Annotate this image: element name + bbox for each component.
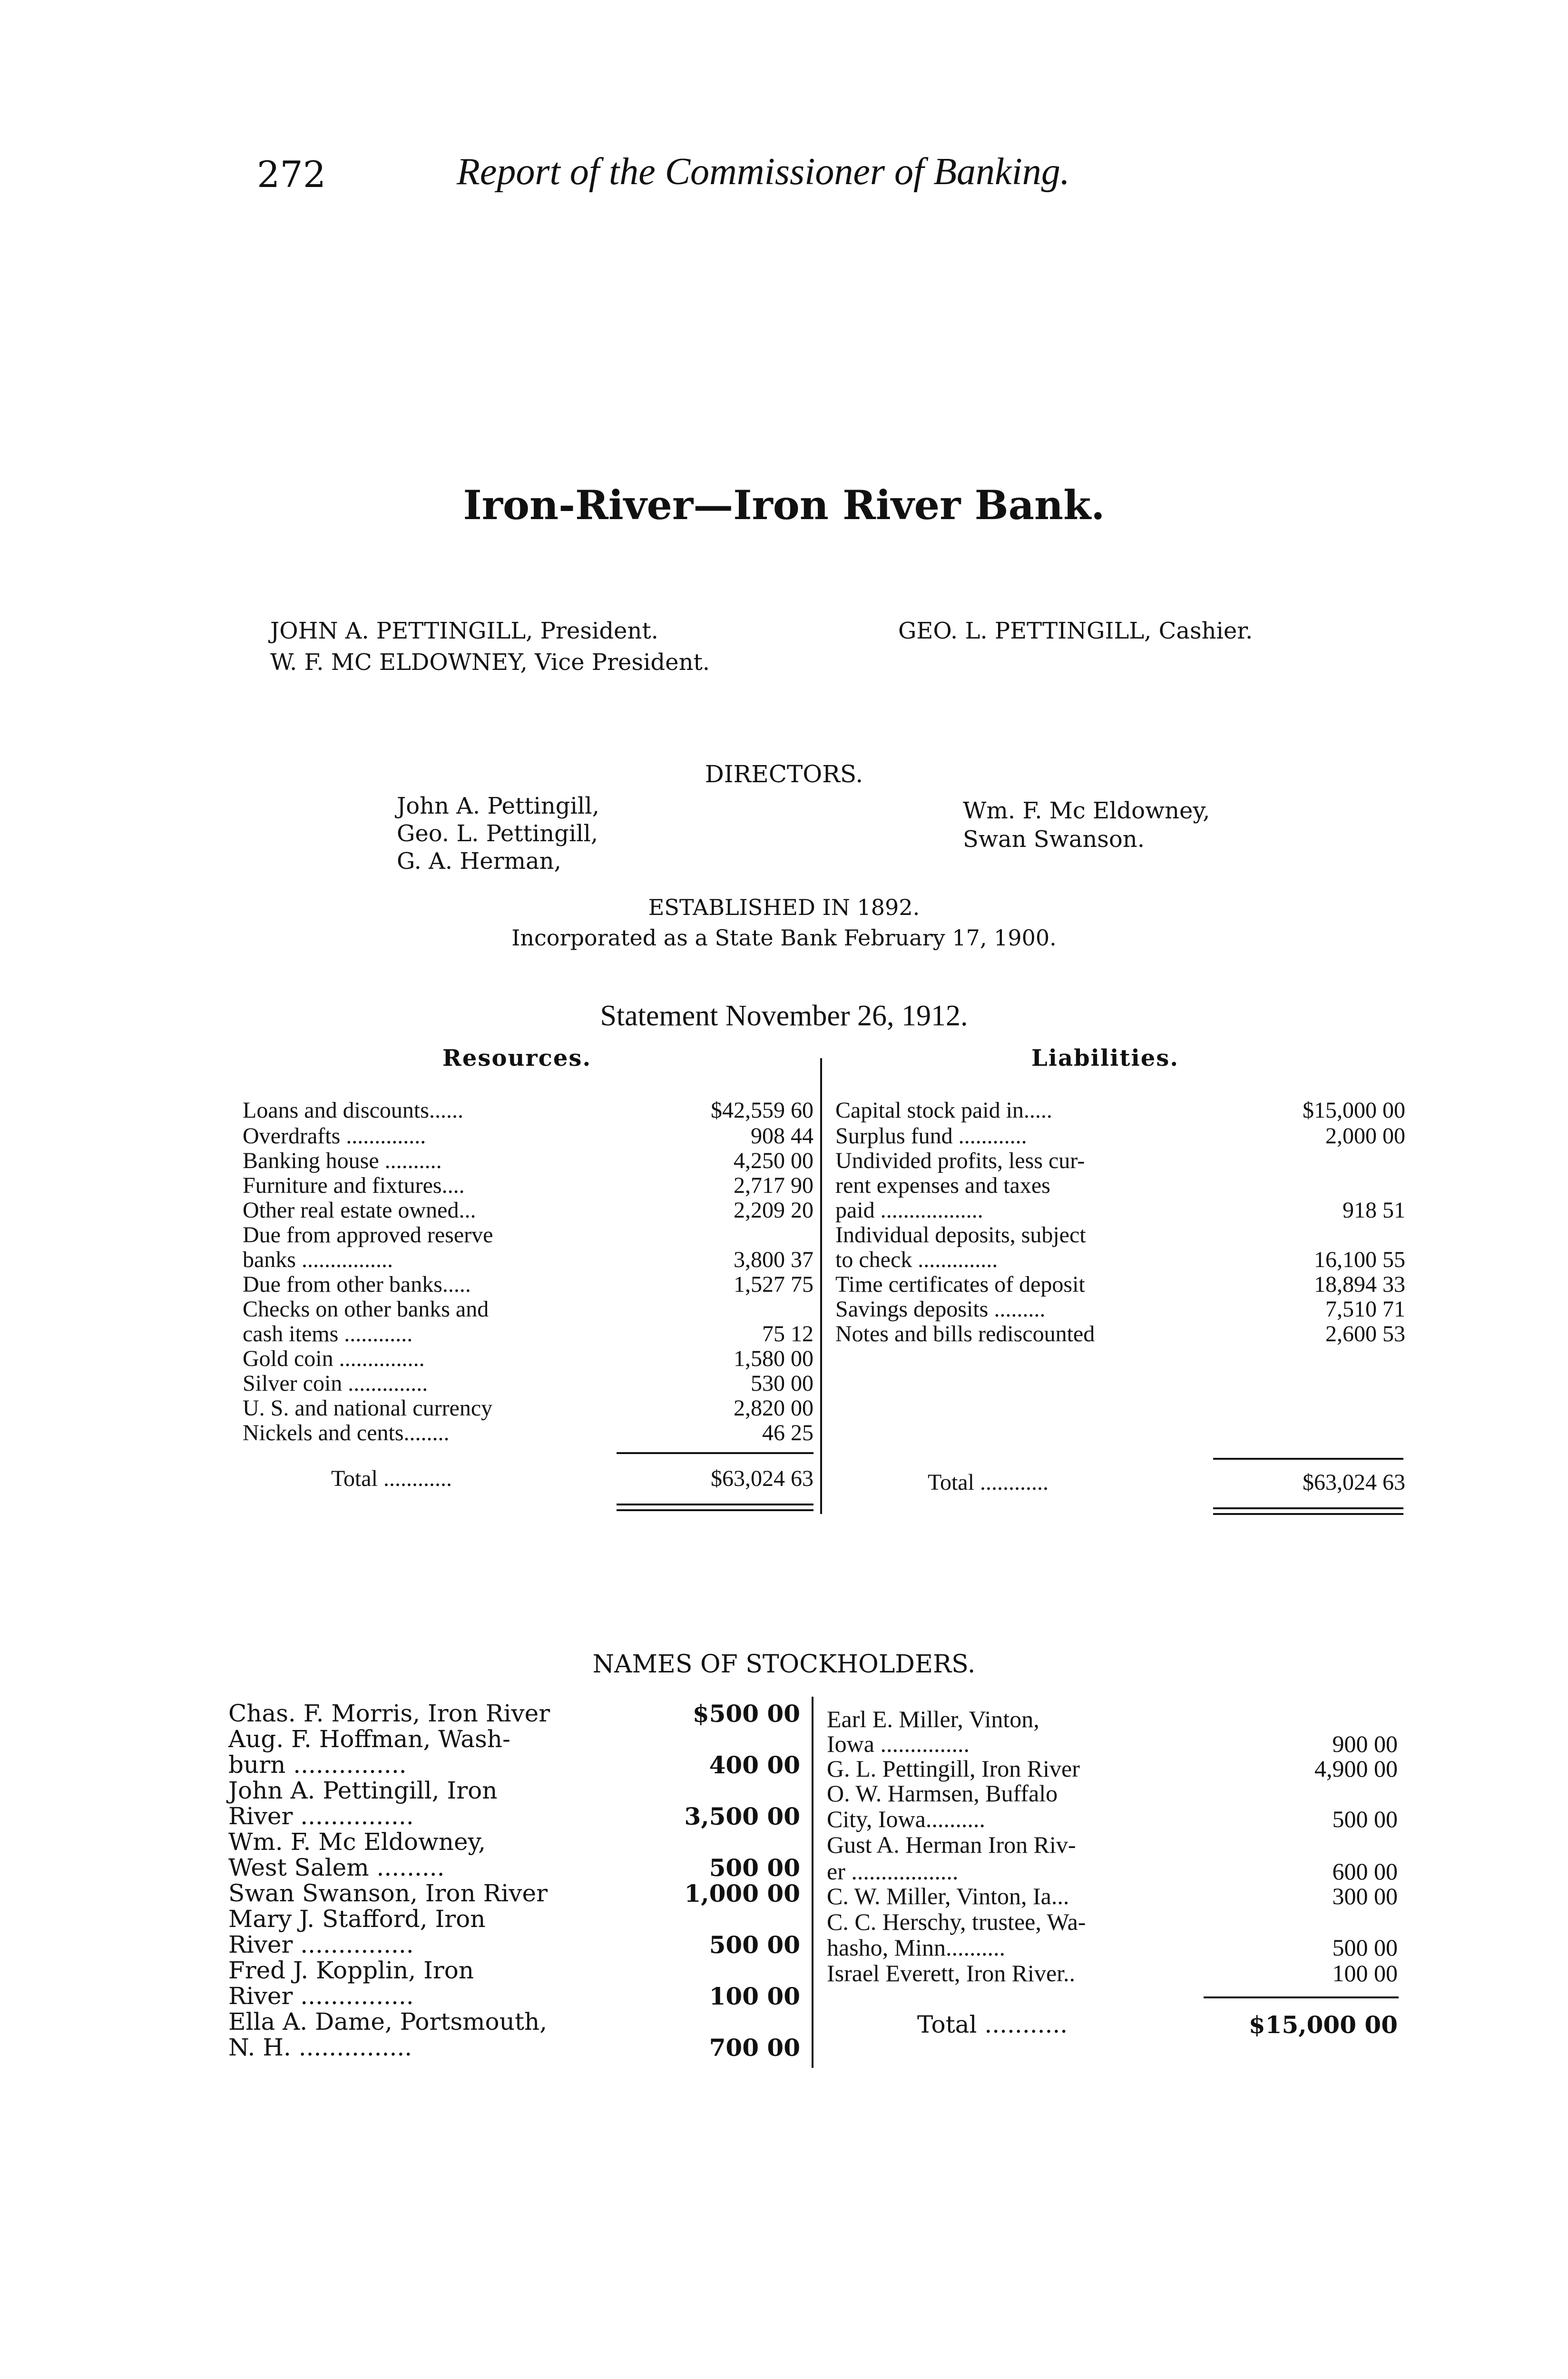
liability-label: Notes and bills rediscounted: [835, 1321, 1095, 1347]
resource-amount: $42,559 60: [711, 1098, 813, 1123]
stockholders-total: $15,000 00: [1248, 2011, 1398, 2039]
stockholder-name: G. L. Pettingill, Iron River: [827, 1755, 1080, 1782]
stockholder-name: er ..................: [827, 1858, 959, 1885]
resource-amount: 908 44: [751, 1123, 813, 1149]
resource-amount: 2,717 90: [734, 1173, 813, 1198]
stockholders-total-label: Total ...........: [917, 2011, 1068, 2038]
stockholder-name: C. W. Miller, Vinton, Ia...: [827, 1883, 1069, 1909]
liability-label: to check ..............: [835, 1247, 998, 1272]
liability-amount: 18,894 33: [1314, 1272, 1405, 1297]
stockholder-name: Ella A. Dame, Portsmouth,: [228, 2008, 548, 2035]
resource-amount: 1,527 75: [734, 1272, 813, 1297]
resource-label: banks ................: [243, 1247, 393, 1272]
stockholder-name: C. C. Herschy, trustee, Wa-: [827, 1908, 1086, 1935]
directors-heading: DIRECTORS.: [705, 760, 863, 788]
director-name: Wm. F. Mc Eldowney,: [963, 797, 1210, 824]
liability-label: Capital stock paid in.....: [835, 1098, 1052, 1123]
liabilities-total-label: Total ............: [928, 1470, 1049, 1495]
stockholder-amount: 500 00: [709, 1931, 800, 1959]
officer-cashier: GEO. L. PETTINGILL, Cashier.: [898, 618, 1253, 644]
officer-president: JOHN A. PETTINGILL, President.: [270, 618, 658, 644]
stockholder-amount: 700 00: [709, 2034, 800, 2062]
director-name: Swan Swanson.: [963, 826, 1145, 853]
stockholder-amount: 500 00: [709, 1854, 800, 1882]
resource-amount: 4,250 00: [734, 1148, 813, 1173]
stockholder-name: Aug. F. Hoffman, Wash-: [228, 1725, 510, 1753]
resource-amount: 2,209 20: [734, 1198, 813, 1223]
resource-label: cash items ............: [243, 1321, 413, 1347]
stockholder-amount: 3,500 00: [684, 1802, 800, 1830]
officer-vice-president: W. F. MC ELDOWNEY, Vice President.: [270, 649, 710, 676]
stockholder-name: River ...............: [228, 1802, 414, 1830]
stockholder-amount: $500 00: [692, 1700, 800, 1728]
stockholder-name: John A. Pettingill, Iron: [228, 1777, 498, 1804]
liability-label: Savings deposits .........: [835, 1297, 1046, 1322]
resource-label: Loans and discounts......: [243, 1098, 463, 1123]
stockholder-name: City, Iowa..........: [827, 1806, 985, 1832]
stockholder-name: River ...............: [228, 1982, 414, 2010]
stockholder-amount: 1,000 00: [684, 1879, 800, 1907]
stockholder-name: Israel Everett, Iron River..: [827, 1960, 1076, 1986]
stockholder-amount: 500 00: [1332, 1806, 1398, 1832]
stockholder-amount: 100 00: [709, 1982, 800, 2010]
resource-label: Furniture and fixtures....: [243, 1173, 465, 1198]
resource-amount: 2,820 00: [734, 1396, 813, 1421]
stockholder-name: Fred J. Kopplin, Iron: [228, 1956, 474, 1984]
resource-amount: 530 00: [751, 1371, 813, 1396]
resource-amount: 75 12: [762, 1321, 813, 1347]
resource-label: Nickels and cents........: [243, 1420, 450, 1445]
stockholder-name: Chas. F. Morris, Iron River: [228, 1700, 550, 1727]
resources-double-rule: [617, 1504, 813, 1511]
resource-amount: 3,800 37: [734, 1247, 813, 1272]
established-line: ESTABLISHED IN 1892.: [648, 895, 920, 920]
resources-total-rule: [617, 1452, 813, 1454]
liability-amount: 16,100 55: [1314, 1247, 1405, 1272]
liability-amount: $15,000 00: [1303, 1098, 1405, 1123]
stockholders-heading: NAMES OF STOCKHOLDERS.: [592, 1650, 976, 1679]
liability-amount: 2,600 53: [1325, 1321, 1405, 1347]
resource-amount: 1,580 00: [734, 1346, 813, 1371]
stockholder-amount: 400 00: [709, 1751, 800, 1779]
resources-total-label: Total ............: [331, 1466, 452, 1491]
resource-label: Checks on other banks and: [243, 1297, 489, 1322]
stockholder-name: Gust A. Herman Iron Riv-: [827, 1831, 1076, 1858]
stockholder-name: Mary J. Stafford, Iron: [228, 1905, 486, 1933]
liability-label: Individual deposits, subject: [835, 1222, 1086, 1248]
stockholders-divider: [812, 1697, 813, 2068]
stockholder-name: Wm. F. Mc Eldowney,: [228, 1828, 486, 1856]
incorporated-line: Incorporated as a State Bank February 17, 1900.: [511, 925, 1057, 951]
resource-label: Gold coin ...............: [243, 1346, 425, 1371]
stockholder-name: Earl E. Miller, Vinton,: [827, 1706, 1039, 1732]
stockholder-amount: 300 00: [1332, 1883, 1398, 1909]
resources-heading: Resources.: [442, 1045, 592, 1072]
stockholder-amount: 4,900 00: [1314, 1755, 1398, 1782]
stockholder-amount: 100 00: [1332, 1960, 1398, 1986]
resource-amount: 46 25: [762, 1420, 813, 1445]
stockholder-name: Iowa ...............: [827, 1730, 970, 1757]
stockholder-name: Swan Swanson, Iron River: [228, 1879, 548, 1907]
director-name: John A. Pettingill,: [397, 793, 599, 819]
resource-label: Silver coin ..............: [243, 1371, 428, 1396]
bank-title: Iron-River—Iron River Bank.: [463, 482, 1105, 529]
stockholder-name: N. H. ...............: [228, 2034, 412, 2061]
resource-label: U. S. and national currency: [243, 1396, 493, 1421]
stockholder-name: hasho, Minn..........: [827, 1934, 1005, 1961]
director-name: Geo. L. Pettingill,: [397, 820, 598, 847]
stockholder-amount: 900 00: [1332, 1730, 1398, 1757]
liability-label: Undivided profits, less cur-: [835, 1148, 1085, 1173]
resource-label: Due from other banks.....: [243, 1272, 471, 1297]
stockholder-amount: 600 00: [1332, 1858, 1398, 1885]
liability-amount: 918 51: [1343, 1198, 1405, 1223]
resources-total: $63,024 63: [711, 1466, 813, 1491]
liability-amount: 2,000 00: [1325, 1123, 1405, 1149]
statement-date: Statement November 26, 1912.: [600, 1000, 968, 1032]
resource-label: Due from approved reserve: [243, 1222, 493, 1248]
liability-amount: 7,510 71: [1325, 1297, 1405, 1322]
statement-divider: [820, 1058, 822, 1514]
stockholder-name: O. W. Harmsen, Buffalo: [827, 1780, 1058, 1807]
stockholder-name: West Salem .........: [228, 1854, 445, 1881]
liabilities-double-rule: [1213, 1507, 1403, 1515]
resource-label: Banking house ..........: [243, 1148, 442, 1173]
page-number: 272: [257, 153, 326, 196]
liability-label: Surplus fund ............: [835, 1123, 1027, 1149]
liabilities-total: $63,024 63: [1303, 1470, 1405, 1495]
resource-label: Overdrafts ..............: [243, 1123, 426, 1149]
resource-label: Other real estate owned...: [243, 1198, 476, 1223]
liability-label: paid ..................: [835, 1198, 983, 1223]
stockholder-amount: 500 00: [1332, 1934, 1398, 1961]
liability-label: rent expenses and taxes: [835, 1173, 1050, 1198]
stockholder-name: burn ...............: [228, 1751, 407, 1779]
running-title: Report of the Commissioner of Banking.: [457, 151, 1070, 193]
stockholder-name: River ...............: [228, 1931, 414, 1958]
liabilities-total-rule: [1213, 1458, 1403, 1460]
liabilities-heading: Liabilities.: [1031, 1045, 1179, 1072]
liability-label: Time certificates of deposit: [835, 1272, 1085, 1297]
director-name: G. A. Herman,: [397, 848, 561, 875]
stockholders-total-rule: [1204, 1996, 1399, 1998]
